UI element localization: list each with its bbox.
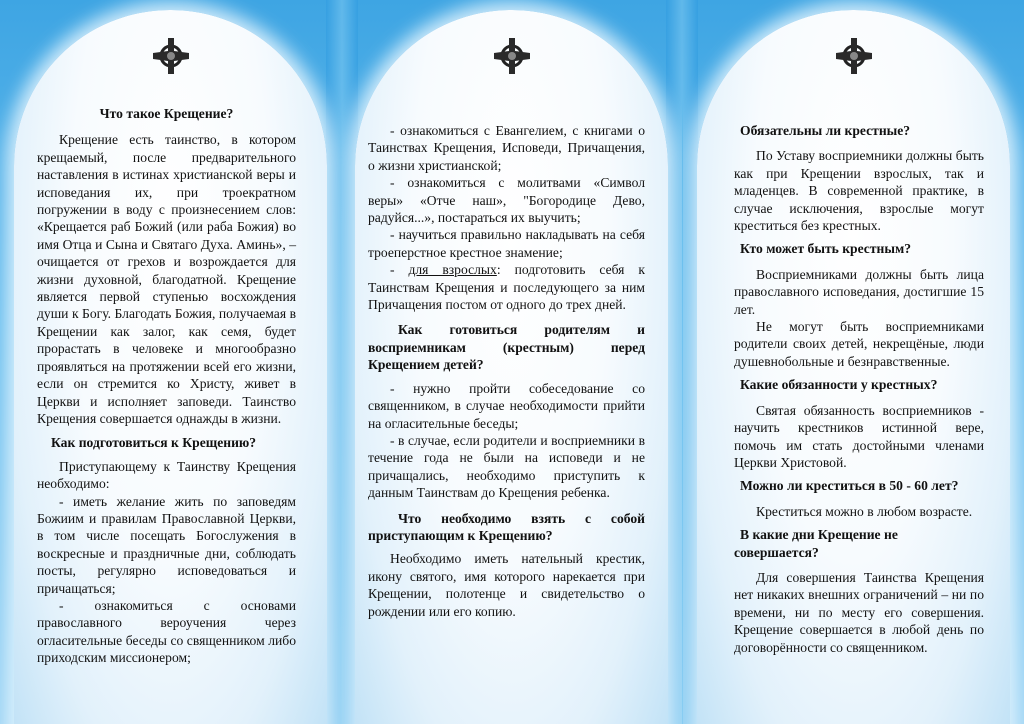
paragraph: - ознакомиться с Евангелием, с книгами о Таинствах Крещения, Исповеди, Причащения, о жизни христианской; [368, 123, 645, 173]
paragraph [368, 261, 645, 313]
paragraph: - ознакомиться с основами православного вероучения через огласительные беседы со священником либо приходским миссионером; [37, 597, 296, 666]
panel-2-text [368, 122, 645, 620]
paragraph: - иметь желание жить по заповедям Божиим и правилам Православной Церкви, в том числе посещать Богослужения в воскресные и праздничные дни, соблюдать посты, регулярно исповедоваться и причащаться; [37, 493, 296, 596]
paragraph: - научиться правильно накладывать на себя троеперстное крестное знамение; [368, 227, 645, 260]
paragraph: - нужно пройти собеседование со священником, в случае необходимости прийти на огласительные беседы; [368, 380, 645, 431]
heading: Можно ли креститься в 50 - 60 лет? [740, 478, 959, 494]
heading: Обязательны ли крестные? [740, 123, 911, 138]
paragraph: - ознакомиться с молитвами «Символ веры» «Отче наш», "Богородице Дево, радуйся...», постараться их выучить; [368, 175, 645, 226]
underlined-text: для взрослых [408, 262, 497, 278]
dash: - [390, 262, 409, 278]
panel-3-text [734, 122, 984, 656]
celtic-cross-icon [834, 36, 874, 76]
paragraph: Приступающему к Таинству Крещения необходимо: [37, 458, 296, 492]
heading: Как готовиться родителям и восприемникам (крестным) перед Крещением детей? [368, 322, 645, 373]
text: : подготовить себя к Таинствам Крещения и последующего за ним Причащения постом от одного до трех дней. [368, 262, 645, 313]
panel-1 [0, 0, 341, 724]
heading: В какие дни Крещение не совершается? [734, 527, 898, 560]
paragraph: Креститься можно в любом возрасте. [756, 503, 973, 519]
heading: Как подготовиться к Крещению? [51, 435, 257, 451]
paragraph: Крещение есть таинство, в котором крещаемый, после предварительного наставления в истинах христианской веры и исповедания их, при троекратном погружении в воду с произнесением слов: «Крещается раб Божий (или раба Божия) во имя Отца и Сына и Святаго Духа. Аминь», – очищается от грехов и возрождается для жизни духовной, благодатной. Крещение является первой ступенью восхождения души к Богу. Благодать Божия, получаемая в Крещении как залог, как семя, будет прорастать в человеке и многообразно проявляться на протяжении всей его жизни, если он стремится ко Христу, живет в Церкви и исполняет заповеди. Таинство Крещения совершается однажды в жизни. [37, 132, 296, 426]
heading: Кто может быть крестным? [740, 241, 912, 257]
paragraph: Святая обязанность восприемников - научить крестников истинной вере, помочь им стать достойными членами Церкви Христовой. [734, 402, 984, 470]
celtic-cross-icon [151, 36, 191, 76]
heading: Что такое Крещение? [99, 106, 234, 121]
panel-1-text [37, 105, 296, 667]
paragraph: Восприемниками должны быть лица православного исповедания, достигшие 15 лет. [734, 266, 984, 317]
paragraph: - в случае, если родители и восприемники в течение года не были на исповеди и не причащались, необходимо приступить к данным Таинствам до Крещения ребенка. [368, 432, 645, 501]
panel-2 [341, 0, 682, 724]
paragraph: Для совершения Таинства Крещения нет никаких внешних ограничений – ни по времени, ни по месту его совершения. Крещение совершается в любой день по договорённости со священником. [734, 569, 984, 655]
paragraph: Не могут быть восприемниками родители своих детей, некрещёные, люди душевнобольные и безнравственные. [734, 319, 984, 369]
celtic-cross-icon [492, 36, 532, 76]
panel-3 [683, 0, 1024, 724]
paragraph: Необходимо иметь нательный крестик, икону святого, имя которого нарекается при Крещении, полотенце и свидетельство о рождении или его копию. [368, 551, 645, 619]
heading: Что необходимо взять с собой приступающим к Крещению? [368, 510, 645, 543]
paragraph: По Уставу восприемники должны быть как при Крещении взрослых, так и младенцев. В современной практике, в случае исключения, взрослые могут креститься без крестных. [734, 148, 984, 234]
heading: Какие обязанности у крестных? [740, 377, 938, 393]
